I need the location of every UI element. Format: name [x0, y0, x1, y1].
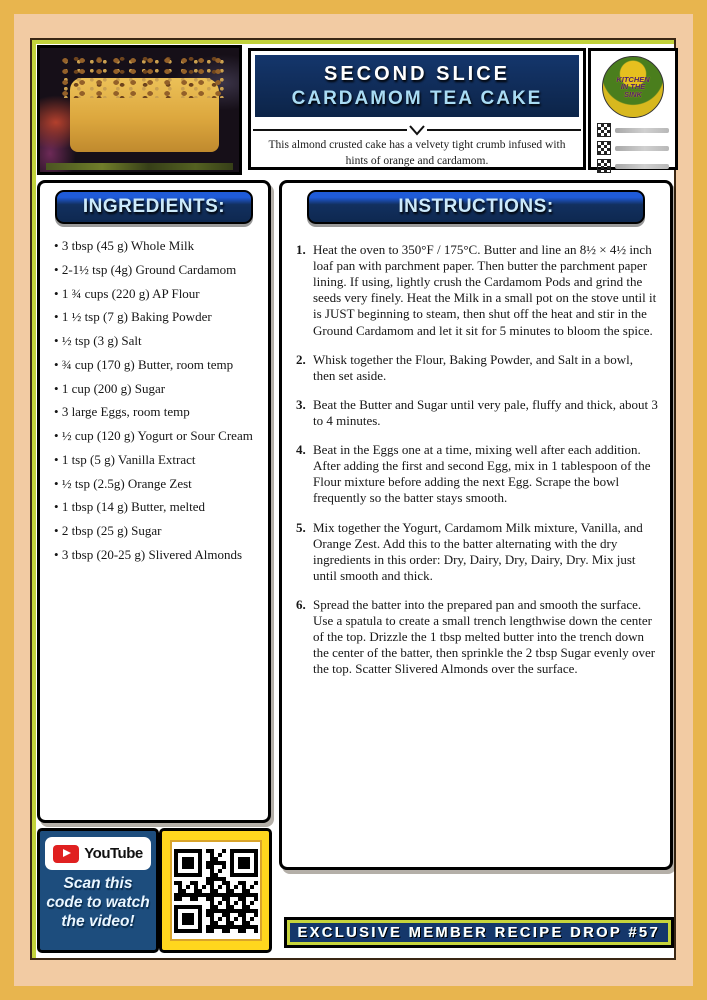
photo-garnish-strip: [46, 163, 233, 170]
social-handle-text: [615, 146, 669, 151]
ingredient-item: • 3 tbsp (45 g) Whole Milk: [54, 238, 260, 254]
recipe-description: This almond crusted cake has a velvety tight crumb infused with hints of orange and cardamom.: [268, 139, 566, 167]
step-text: Spread the batter into the prepared pan and smooth the surface. Use a spatula to create a small trench lengthwise down the center of the top. Drizzle the 1 tbsp melted butter into the trench down the center of the batter, then sprinkle the 2 tbsp Sugar evenly over the top. Scatter Slivered Almonds over the surface.: [313, 596, 656, 677]
ingredient-item: • 1 cup (200 g) Sugar: [54, 381, 260, 397]
ingredient-item: • 2 tbsp (25 g) Sugar: [54, 523, 260, 539]
step-number: 2.: [296, 351, 306, 367]
qr-panel: [159, 828, 272, 953]
instructions-panel: [279, 180, 673, 870]
instructions-list: [282, 242, 670, 678]
ingredient-item: • 1 tbsp (14 g) Butter, melted: [54, 499, 260, 515]
instructions-header: INSTRUCTIONS:: [307, 190, 645, 224]
social-row: [597, 141, 669, 155]
scan-cta-text: Scan this code to watch the video!: [46, 875, 150, 930]
logo-text-line: IN THE: [620, 82, 646, 92]
step-text: Whisk together the Flour, Baking Powder, and Salt in a bowl, then set aside.: [313, 351, 633, 383]
ingredient-item: • 3 tbsp (20-25 g) Slivered Almonds: [54, 547, 260, 563]
ingredient-item: • 1 ¾ cups (220 g) AP Flour: [54, 286, 260, 302]
ingredient-item: • ½ tsp (3 g) Salt: [54, 333, 260, 349]
qr-mini-icon: [597, 141, 611, 155]
logo-text-line: SINK: [624, 89, 642, 99]
step-text: Mix together the Yogurt, Cardamom Milk mixture, Vanilla, and Orange Zest. Add this to the batter alternating with the dry ingredients in this order: Dry, Dairy, Dry, Dairy, Dry. Mix just until smooth and thick.: [313, 519, 643, 583]
instruction-step: [296, 242, 658, 339]
ingredients-list: [40, 238, 268, 563]
member-drop-banner: EXCLUSIVE MEMBER RECIPE DROP #57: [284, 917, 674, 948]
qr-mini-icon: [597, 123, 611, 137]
step-number: 6.: [296, 596, 306, 612]
qr-code: [170, 840, 262, 941]
title-block: [248, 48, 586, 170]
instruction-step: [296, 520, 658, 584]
instruction-step: [296, 352, 658, 384]
social-handle-text: [615, 128, 669, 133]
recipe-name: CARDAMOM TEA CAKE: [291, 87, 543, 109]
step-number: 5.: [296, 519, 306, 535]
youtube-play-icon: [53, 845, 79, 863]
ingredients-header: INGREDIENTS:: [55, 190, 253, 224]
content-panel: [30, 38, 676, 960]
ingredient-item: • 2-1½ tsp (4g) Ground Cardamom: [54, 262, 260, 278]
ingredient-item: • 1 tsp (5 g) Vanilla Extract: [54, 452, 260, 468]
ingredient-item: • ¾ cup (170 g) Butter, room temp: [54, 357, 260, 373]
step-number: 1.: [296, 242, 306, 257]
chevron-down-icon: [407, 125, 427, 138]
step-text: Beat in the Eggs one at a time, mixing well after each addition. After adding the first and second Egg, mix in 1 tablespoon of the Flour mixture before adding the next Egg. Scrape the bowl frequently so the batter stays smooth.: [313, 442, 651, 506]
step-number: 3.: [296, 396, 306, 412]
recipe-photo: [37, 45, 242, 175]
ingredient-item: • ½ tsp (2.5g) Orange Zest: [54, 476, 260, 492]
youtube-wordmark: YouTube: [84, 845, 143, 862]
instruction-step: [296, 442, 658, 506]
ingredient-item: • 3 large Eggs, room temp: [54, 404, 260, 420]
instruction-step: [296, 597, 658, 678]
instruction-step: [296, 397, 658, 429]
ingredient-item: • 1 ½ tsp (7 g) Baking Powder: [54, 309, 260, 325]
step-text: Beat the Butter and Sugar until very pale, fluffy and thick, about 3 to 4 minutes.: [313, 396, 658, 428]
social-row: [597, 159, 669, 173]
ingredients-panel: [37, 180, 271, 823]
social-handle-text: [615, 164, 669, 169]
logo-text-line: KITCHEN: [616, 74, 650, 84]
title-banner: [255, 55, 579, 117]
qr-mini-icon: [597, 159, 611, 173]
youtube-logo: [45, 837, 151, 870]
channel-logo: [602, 56, 664, 118]
video-panel: [37, 828, 159, 953]
step-text: Heat the oven to 350°F / 175°C. Butter and line an 8½ × 4½ inch loaf pan with parchment paper. Then butter the parchment paper lining. If using, lightly crush the Cardamom Pods and grind the seeds very finely. Heat the Milk in a small pot on the stove until it is JUST beginning to steam, then shut off the heat and stir in the Ground Cardamom and let it sit for 5 minutes to bloom the spice.: [313, 242, 657, 338]
ingredient-item: • ½ cup (120 g) Yogurt or Sour Cream: [54, 428, 260, 444]
social-row: [597, 123, 669, 137]
recipe-series-title: SECOND SLICE: [323, 62, 511, 85]
step-number: 4.: [296, 442, 306, 458]
cake-almond-topping: [60, 55, 227, 97]
channel-logo-block: [588, 48, 678, 170]
